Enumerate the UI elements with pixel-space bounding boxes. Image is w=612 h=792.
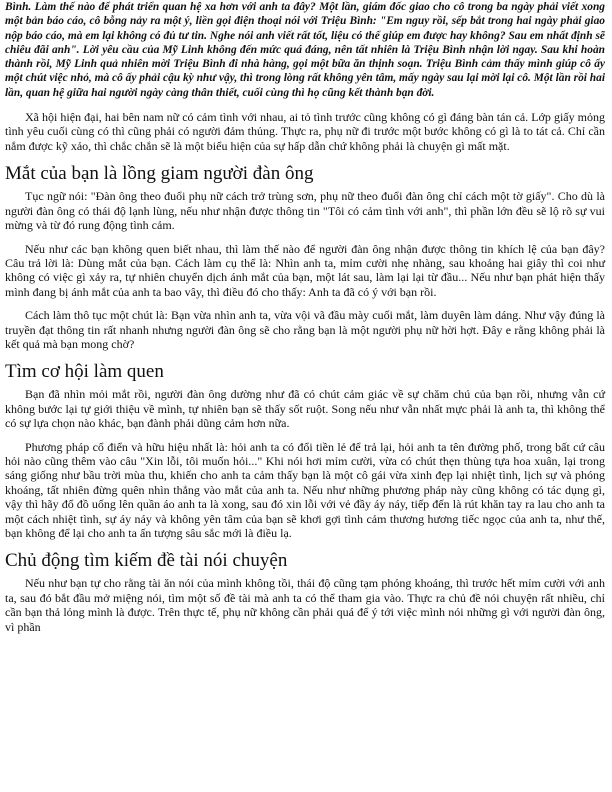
paragraph: Nếu như các bạn không quen biết nhau, thì làm thế nào để người đàn ông nhận được thông tin khích lệ của bạn đây? Câu trả lời là: Dùng mắt của bạn. Cách làm cụ thể là: Nhìn anh ta, mỉm cười nhẹ nhàng, sau khoảng hai giây thì coi như không có việc gì xảy ra, tự nhiên chuyển dịch ánh mắt của bạn, một lát sau, làm lại lại từ đầu... Nếu như bạn phát hiện thấy mình đang bị ánh mắt của anh ta bao vây, thì điều đó cho thấy: Anh ta đã có ý với bạn rồi. (5, 241, 605, 299)
section-eyes (5, 163, 605, 351)
paragraph: Tục ngữ nói: "Đàn ông theo đuổi phụ nữ cách trở trùng sơn, phụ nữ theo đuổi đàn ông chỉ cách một tờ giấy". Cho dù là người đàn ông có thái độ lạnh lùng, nếu như nhận được thông tin "Tôi có cảm tình với anh", thì phần lớn đều sẽ lộ rõ sự vui mừng và từ đó rung động tình cảm. (5, 189, 605, 233)
intro-paragraph: Bình. Làm thế nào để phát triển quan hệ xa hơn với anh ta đây? Một lần, giám đốc giao cho cô trong ba ngày phải viết xong một bản báo cáo, cô bỗng nảy ra một ý, liền gọi điện thoại nói với Triệu Bình: "Em nguy rồi, sếp bắt trong hai ngày phải giao nộp báo cáo, mà em lại không có đủ tư tin. Nghe nói anh viết rất tốt, liệu có thể giúp em được hay không? Sau em nhất định sẽ chiêu đãi anh". Lời yêu cầu của Mỹ Linh không đến mức quá đáng, nên tất nhiên là Triệu Bình nhận lời ngay. Sau khi hoàn thành rồi, Mỹ Linh quả nhiên mời Triệu Bình đi nhà hàng, gọi một bữa ăn thịnh soạn. Triệu Bình cảm thấy mình giúp cô ấy một chút việc nhỏ, mà cô ấy phải cậu kỳ như vậy, thì trong lòng rất không yên tâm, mấy ngày sau lại mời lại cô. Một lần rồi hai lần, quan hệ giữa hai người ngày càng thân thiết, cuối cùng thì họ cũng kết thành bạn đời. (5, 1, 605, 99)
section-topics (5, 550, 605, 634)
section-heading: Tìm cơ hội làm quen (5, 361, 164, 383)
paragraph: Nếu như bạn tự cho rằng tài ăn nói của mình không tồi, thái độ cũng tạm phóng khoáng, thì trước hết mỉm cười với anh ta, sau đó bắt đầu mở miệng nói, tìm một số đề tài mà anh ta có thể tham gia vào. Thực ra chủ đề nói chuyện rất nhiều, chỉ cần bạn thả lỏng mình là được. Trên thực tế, phụ nữ không cần phải quá để ý tới việc mình nói những gì với người đàn ông, vì phần (5, 576, 605, 634)
section-opportunity (5, 361, 605, 540)
paragraph: Phương pháp cổ điển và hữu hiệu nhất là: hỏi anh ta có đổi tiền lẻ để trả lại, hỏi anh ta tên đường phố, trong bất cứ câu hỏi nào cũng thêm vào câu "Xin lỗi, tôi muốn hỏi..." Khi nói hơi mỉm cười, vừa có chút thẹn thùng tựa hoa xuân, lại trong sáng giống như bầu trời mùa thu, khiến cho anh ta cảm thấy bạn là một cô gái vừa xinh đẹp lại nhiệt tình, lịch sự và phóng khoáng, tất nhiên đừng quên nhìn thẳng vào mắt của anh ta. Nếu như những phương pháp này cũng không có tác dụng gì, vậy thì hãy đổ đồ uống lên quần áo anh ta là xong, sau đó xin lỗi với vẻ đầy áy náy, tiếp đến là rút khăn tay ra lau cho anh ta một cách nhiệt tình, sự áy náy và không yên tâm của bạn sẽ khơi gợi tình cảm thương hương tiếc ngọc của anh ta, như thế, bạn không để lại cho anh ta ấn tượng sâu sắc mới là điều lạ. (5, 439, 605, 541)
society-paragraph: Xã hội hiện đại, hai bên nam nữ có cảm tình với nhau, ai tỏ tình trước cũng không có gì đáng bàn tán cả. Lớp giấy mỏng tình yêu cuối cùng có thì cũng phải có người đảm thủng. Thực ra, phụ nữ đi trước một bước không có gì là to tát cả. Chỉ cần nắm được kỹ xảo, thì chắc chắn sẽ là một biểu hiện của sự hấp dẫn chứ không phải là chuyện gì mất mặt. (5, 110, 605, 153)
intro-story (5, 0, 605, 100)
section-heading: Mắt của bạn là lồng giam người đàn ông (5, 163, 314, 185)
document-page (5, 0, 605, 643)
paragraph: Cách làm thô tục một chút là: Bạn vừa nhìn anh ta, vừa vội vã đầu mày cuối mắt, làm duyên làm dáng. Như vậy đúng là truyền đạt thông tin rất nhanh nhưng người đàn ông sẽ cho rằng bạn là một người phụ nữ hời hợt. Đây e rằng không phải là kết quả mà bạn mong chờ? (5, 308, 605, 351)
paragraph: Bạn đã nhìn mỏi mắt rồi, người đàn ông dường như đã có chút cảm giác về sự chăm chú của bạn rồi, nhưng vẫn cứ không bước lại tự giới thiệu về mình, tự nhiên bạn sẽ thấy sốt ruột. Song nếu như vẫn nhất mực phải là anh ta, thì không thể có sự lựa chọn nào khác, bạn đành phải dũng cảm hơn nữa. (5, 387, 605, 431)
section-heading: Chủ động tìm kiếm đề tài nói chuyện (5, 550, 288, 572)
